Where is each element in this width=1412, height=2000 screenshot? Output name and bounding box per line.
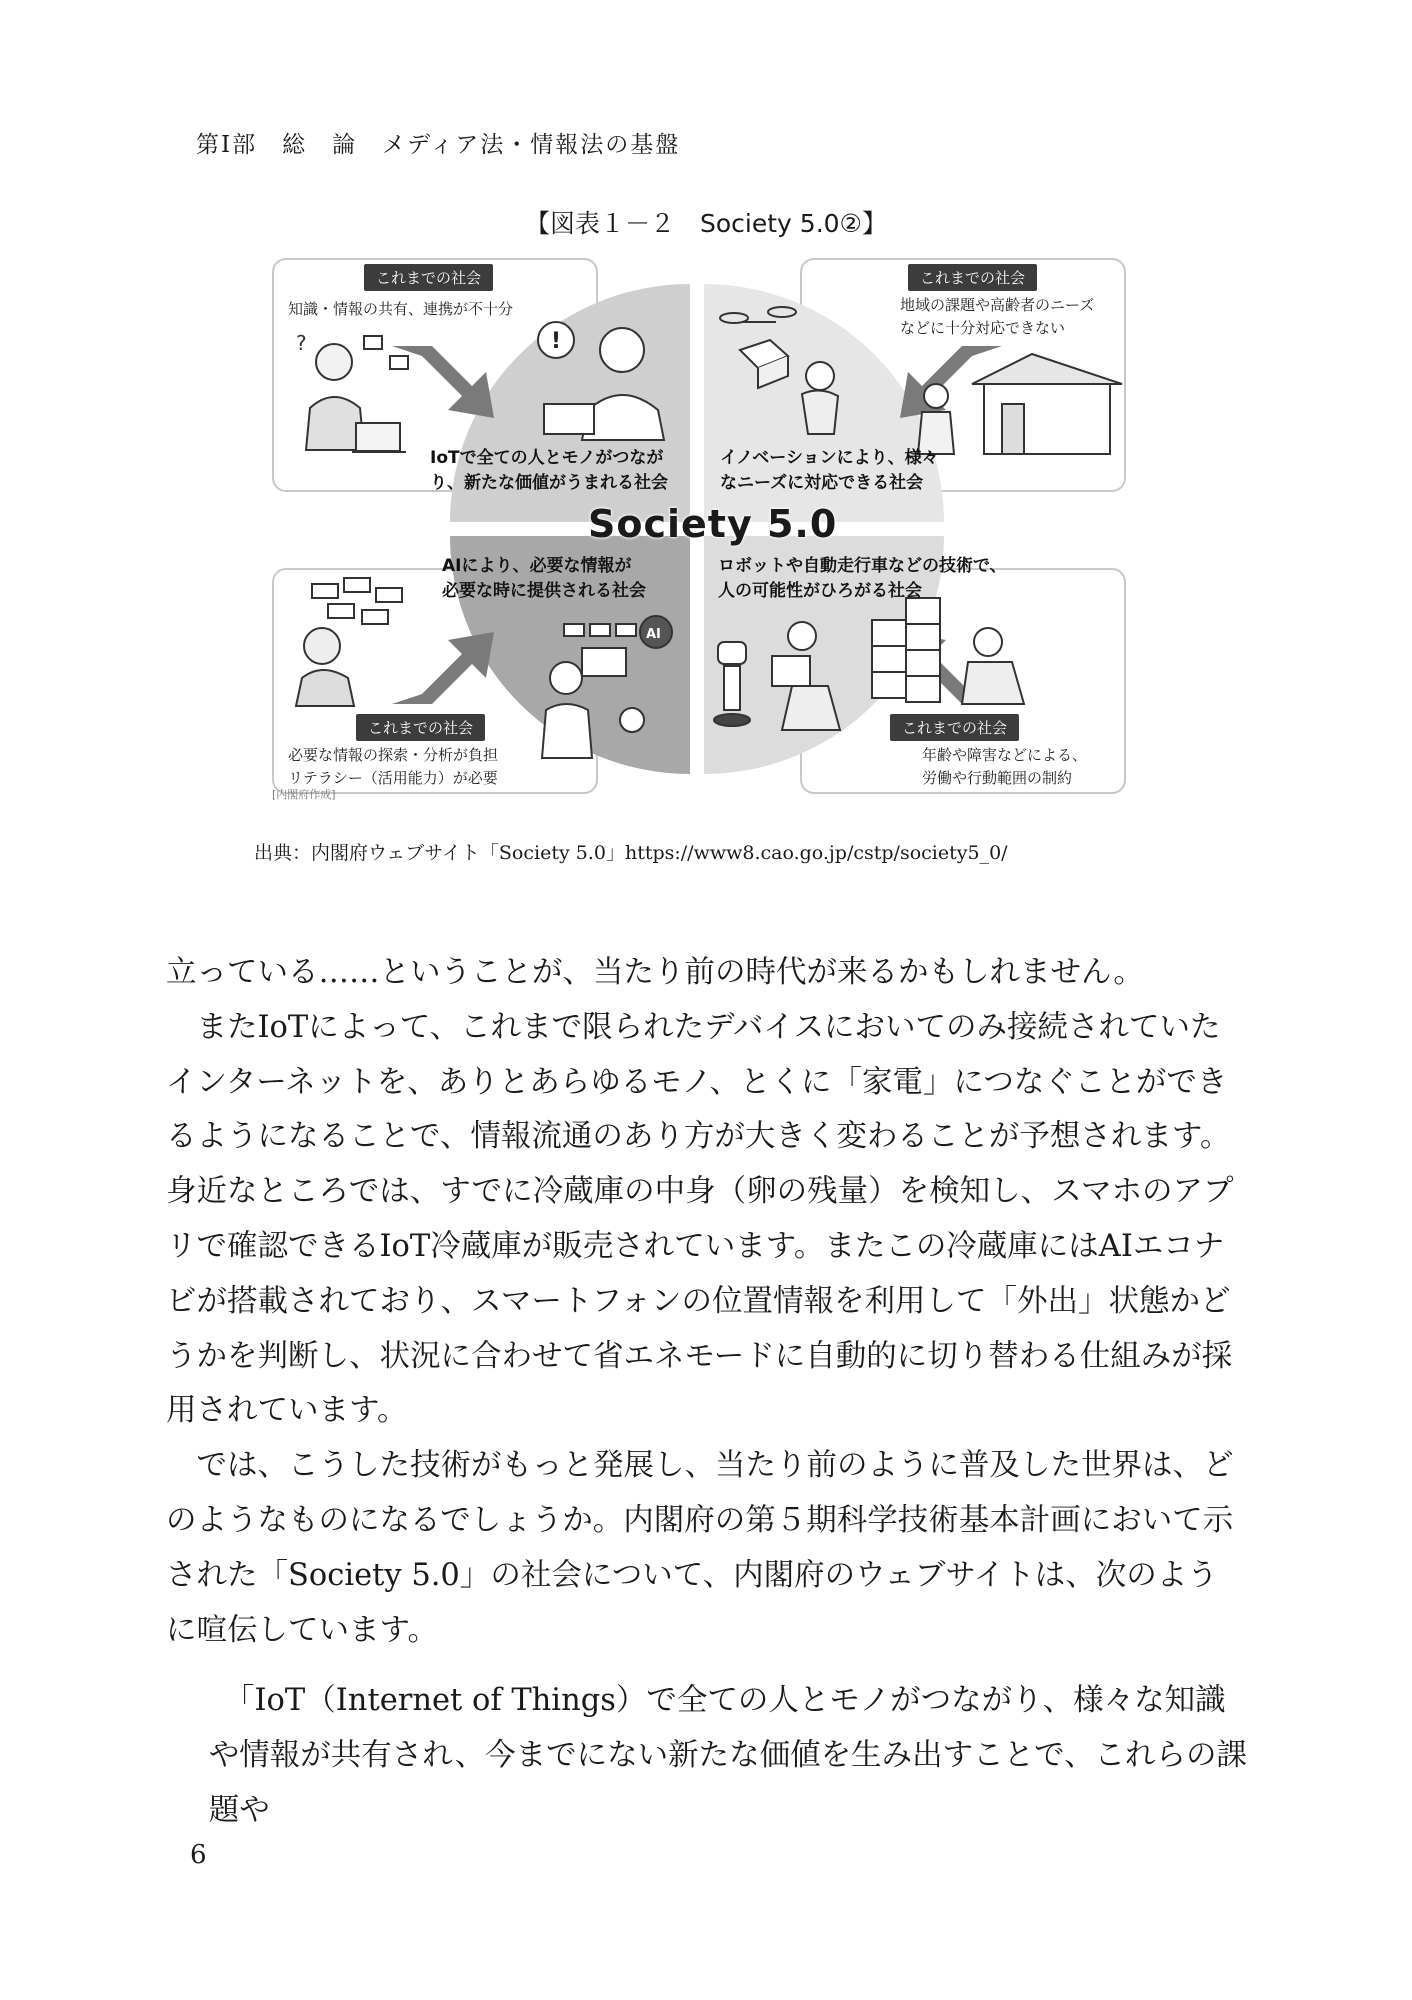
page-number: 6 — [190, 1840, 207, 1870]
running-head: 第Ⅰ部 総 論 メディア法・情報法の基盤 — [196, 132, 681, 158]
panel-tag-bottom-right: これまでの社会 — [890, 714, 1019, 741]
panel-caption-bottom-left: 必要な情報の探索・分析が負担 リテラシー（活用能力）が必要 — [288, 746, 499, 787]
svg-text:!: ! — [551, 329, 562, 354]
paragraph: またIoTによって、これまで限られたデバイスにおいてのみ接続されていたインターネットを、ありとあらゆるモノ、とくに「家電」につなぐことができるようになることで、情報流通のあり方が大きく変わることが予想されます。身近なところでは、すでに冷蔵庫の中身（卵の残量）を検知し、スマホのアプリで確認できるIoT冷蔵庫が販売されています。またこの冷蔵庫にはAIエコナビが搭載されており、スマートフォンの位置情報を利用して「外出」状態かどうかを判断し、状況に合わせて省エネモードに自動的に切り替わる仕組みが採用されています。 — [166, 1009, 1234, 1429]
block-quote — [208, 1674, 1248, 1838]
panel-caption-top-left: 知識・情報の共有、連携が不十分 — [288, 300, 514, 318]
figure-credit: [内閣府作成] — [272, 788, 336, 801]
panel-caption-top-right: 地域の課題や高齢者のニーズ などに十分対応できない — [900, 296, 1095, 337]
confused-person-icon — [296, 331, 408, 452]
quote-text: 「IoT（Internet of Things）で全ての人とモノがつながり、様々な知識や情報が共有され、今までにない新たな価値を生み出すことで、これらの課題や — [208, 1683, 1247, 1828]
quadrant-caption-top-left: IoTで全ての人とモノがつなが り、新たな価値がうまれる社会 — [430, 448, 668, 493]
quadrant-caption-bottom-left: AIにより、必要な情報が 必要な時に提供される社会 — [442, 556, 646, 601]
quadrant-caption-top-right: イノベーションにより、様々 なニーズに対応できる社会 — [720, 448, 939, 493]
arrow-up-right-icon — [392, 632, 494, 704]
quadrant-caption-bottom-right: ロボットや自動走行車などの技術で、 人の可能性がひろがる社会 — [718, 556, 1007, 601]
figure-title: 【図表１－２ Society 5.0②】 — [525, 209, 887, 238]
society5-figure — [272, 258, 1140, 801]
body-text — [166, 946, 1248, 1658]
society5-center-label: Society 5.0 — [588, 502, 838, 546]
paragraph: 立っている……ということが、当たり前の時代が来るかもしれません。 — [166, 955, 1144, 990]
panel-tag-top-right: これまでの社会 — [908, 264, 1037, 291]
panel-caption-bottom-right: 年齢や障害などによる、 労働や行動範囲の制約 — [922, 746, 1088, 787]
panel-tag-bottom-left: これまでの社会 — [356, 714, 485, 741]
svg-text:?: ? — [296, 331, 307, 355]
overwhelmed-woman-icon — [296, 578, 402, 706]
panel-tag-top-left: これまでの社会 — [364, 264, 493, 291]
paragraph: では、こうした技術がもっと発展し、当たり前のように普及した世界は、どのようなものになるでしょうか。内閣府の第５期科学技術基本計画において示された「Society 5.0」の社会について、内閣府のウェブサイトは、次のように喧伝しています。 — [166, 1448, 1234, 1648]
figure-source: 出典：内閣府ウェブサイト「Society 5.0」https://www8.cao.go.jp/cstp/society5_0/ — [254, 842, 1008, 864]
ai-badge: AI — [646, 627, 661, 642]
